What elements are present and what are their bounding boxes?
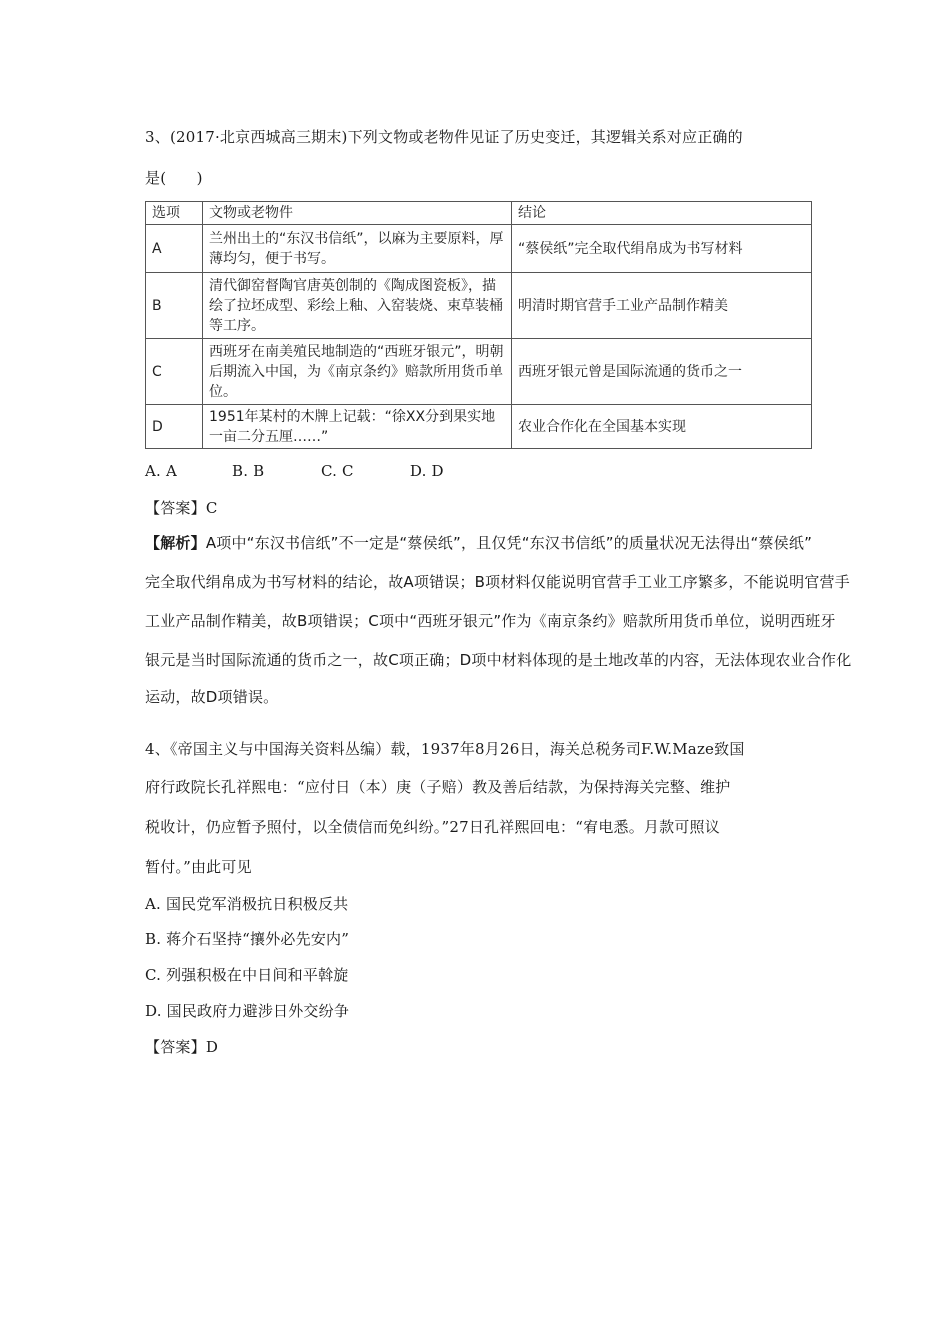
table-row: [146, 339, 812, 405]
q4-stem-line2: 府行政院长孔祥熙电：“应付日（本）庚（子赔）教及善后结款，为保持海关完整、维护: [145, 778, 731, 796]
answer-value: C: [205, 499, 218, 517]
choice-c[interactable]: C. C: [320, 462, 354, 480]
q4-option-b[interactable]: B. 蒋介石坚持“攘外必先安内”: [145, 930, 350, 948]
answer-label: 【答案】: [145, 1038, 206, 1056]
row-option: A: [146, 225, 203, 273]
q3-stem-line2: 是( ): [145, 169, 203, 187]
q3-choices: [145, 462, 444, 480]
header-option: 选项: [146, 202, 203, 225]
answer-label: 【答案】: [145, 499, 206, 517]
table-row: [146, 405, 812, 449]
row-item: 清代御窑督陶官唐英创制的《陶成图瓷板》，描绘了拉坯成型、彩绘上釉、入窑装烧、束草装桶等工序。: [203, 273, 512, 339]
q3-answer: [145, 497, 218, 518]
row-item: 1951年某村的木牌上记载：“徐XX分到果实地一亩二分五厘……”: [203, 405, 512, 449]
choice-a[interactable]: A. A: [145, 462, 178, 480]
choice-d[interactable]: D. D: [409, 462, 444, 480]
row-option: B: [146, 273, 203, 339]
q4-stem-line3: 税收计，仍应暂予照付，以全债信而免纠纷。”27日孔祥熙回电：“宥电悉。月款可照议: [145, 818, 720, 836]
analysis-text: A项中“东汉书信纸”不一定是“蔡侯纸”，且仅凭“东汉书信纸”的质量状况无法得出“蔡侯纸”: [205, 534, 813, 552]
q3-analysis-line3: 工业产品制作精美，故B项错误；C项中“西班牙银元”作为《南京条约》赔款所用货币单位，说明西班牙: [145, 612, 836, 630]
q4-stem-line1: 4、《帝国主义与中国海关资料丛编）载，1937年8月26日，海关总税务司F.W.Maze致国: [145, 740, 745, 758]
row-option: C: [146, 339, 203, 405]
table-header-row: [146, 202, 812, 225]
q3-analysis-line5: 运动，故D项错误。: [145, 688, 279, 706]
q4-option-a[interactable]: A. 国民党军消极抗日积极反共: [145, 895, 349, 913]
header-conclusion: 结论: [512, 202, 812, 225]
header-item: 文物或老物件: [203, 202, 512, 225]
row-conclusion: 明清时期官营手工业产品制作精美: [512, 273, 812, 339]
q4-stem-line4: 暂付。”由此可见: [145, 858, 252, 876]
table-row: [146, 225, 812, 273]
q4-answer: [145, 1036, 218, 1057]
row-item: 西班牙在南美殖民地制造的“西班牙银元”，明朝后期流入中国，为《南京条约》赔款所用货币单位。: [203, 339, 512, 405]
row-option: D: [146, 405, 203, 449]
row-conclusion: “蔡侯纸”完全取代绢帛成为书写材料: [512, 225, 812, 273]
q3-stem-line1: 3、(2017·北京西城高三期末)下列文物或老物件见证了历史变迁，其逻辑关系对应正确的: [145, 128, 743, 146]
analysis-label: 【解析】: [145, 534, 206, 552]
row-conclusion: 西班牙银元曾是国际流通的货币之一: [512, 339, 812, 405]
q3-options-table: [145, 201, 812, 449]
q3-analysis-line2: 完全取代绢帛成为书写材料的结论，故A项错误；B项材料仅能说明官营手工业工序繁多，不能说明官营手: [145, 573, 850, 591]
row-item: 兰州出土的“东汉书信纸”，以麻为主要原料，厚薄均匀，便于书写。: [203, 225, 512, 273]
q3-analysis-line4: 银元是当时国际流通的货币之一，故C项正确；D项中材料体现的是土地改革的内容，无法体现农业合作化: [145, 651, 852, 669]
table-row: [146, 273, 812, 339]
row-conclusion: 农业合作化在全国基本实现: [512, 405, 812, 449]
answer-value: D: [205, 1038, 219, 1056]
choice-b[interactable]: B. B: [231, 462, 265, 480]
q3-analysis-line1: [145, 532, 812, 553]
q4-option-d[interactable]: D. 国民政府力避涉日外交纷争: [145, 1002, 350, 1020]
q4-option-c[interactable]: C. 列强积极在中日间和平斡旋: [145, 966, 349, 984]
